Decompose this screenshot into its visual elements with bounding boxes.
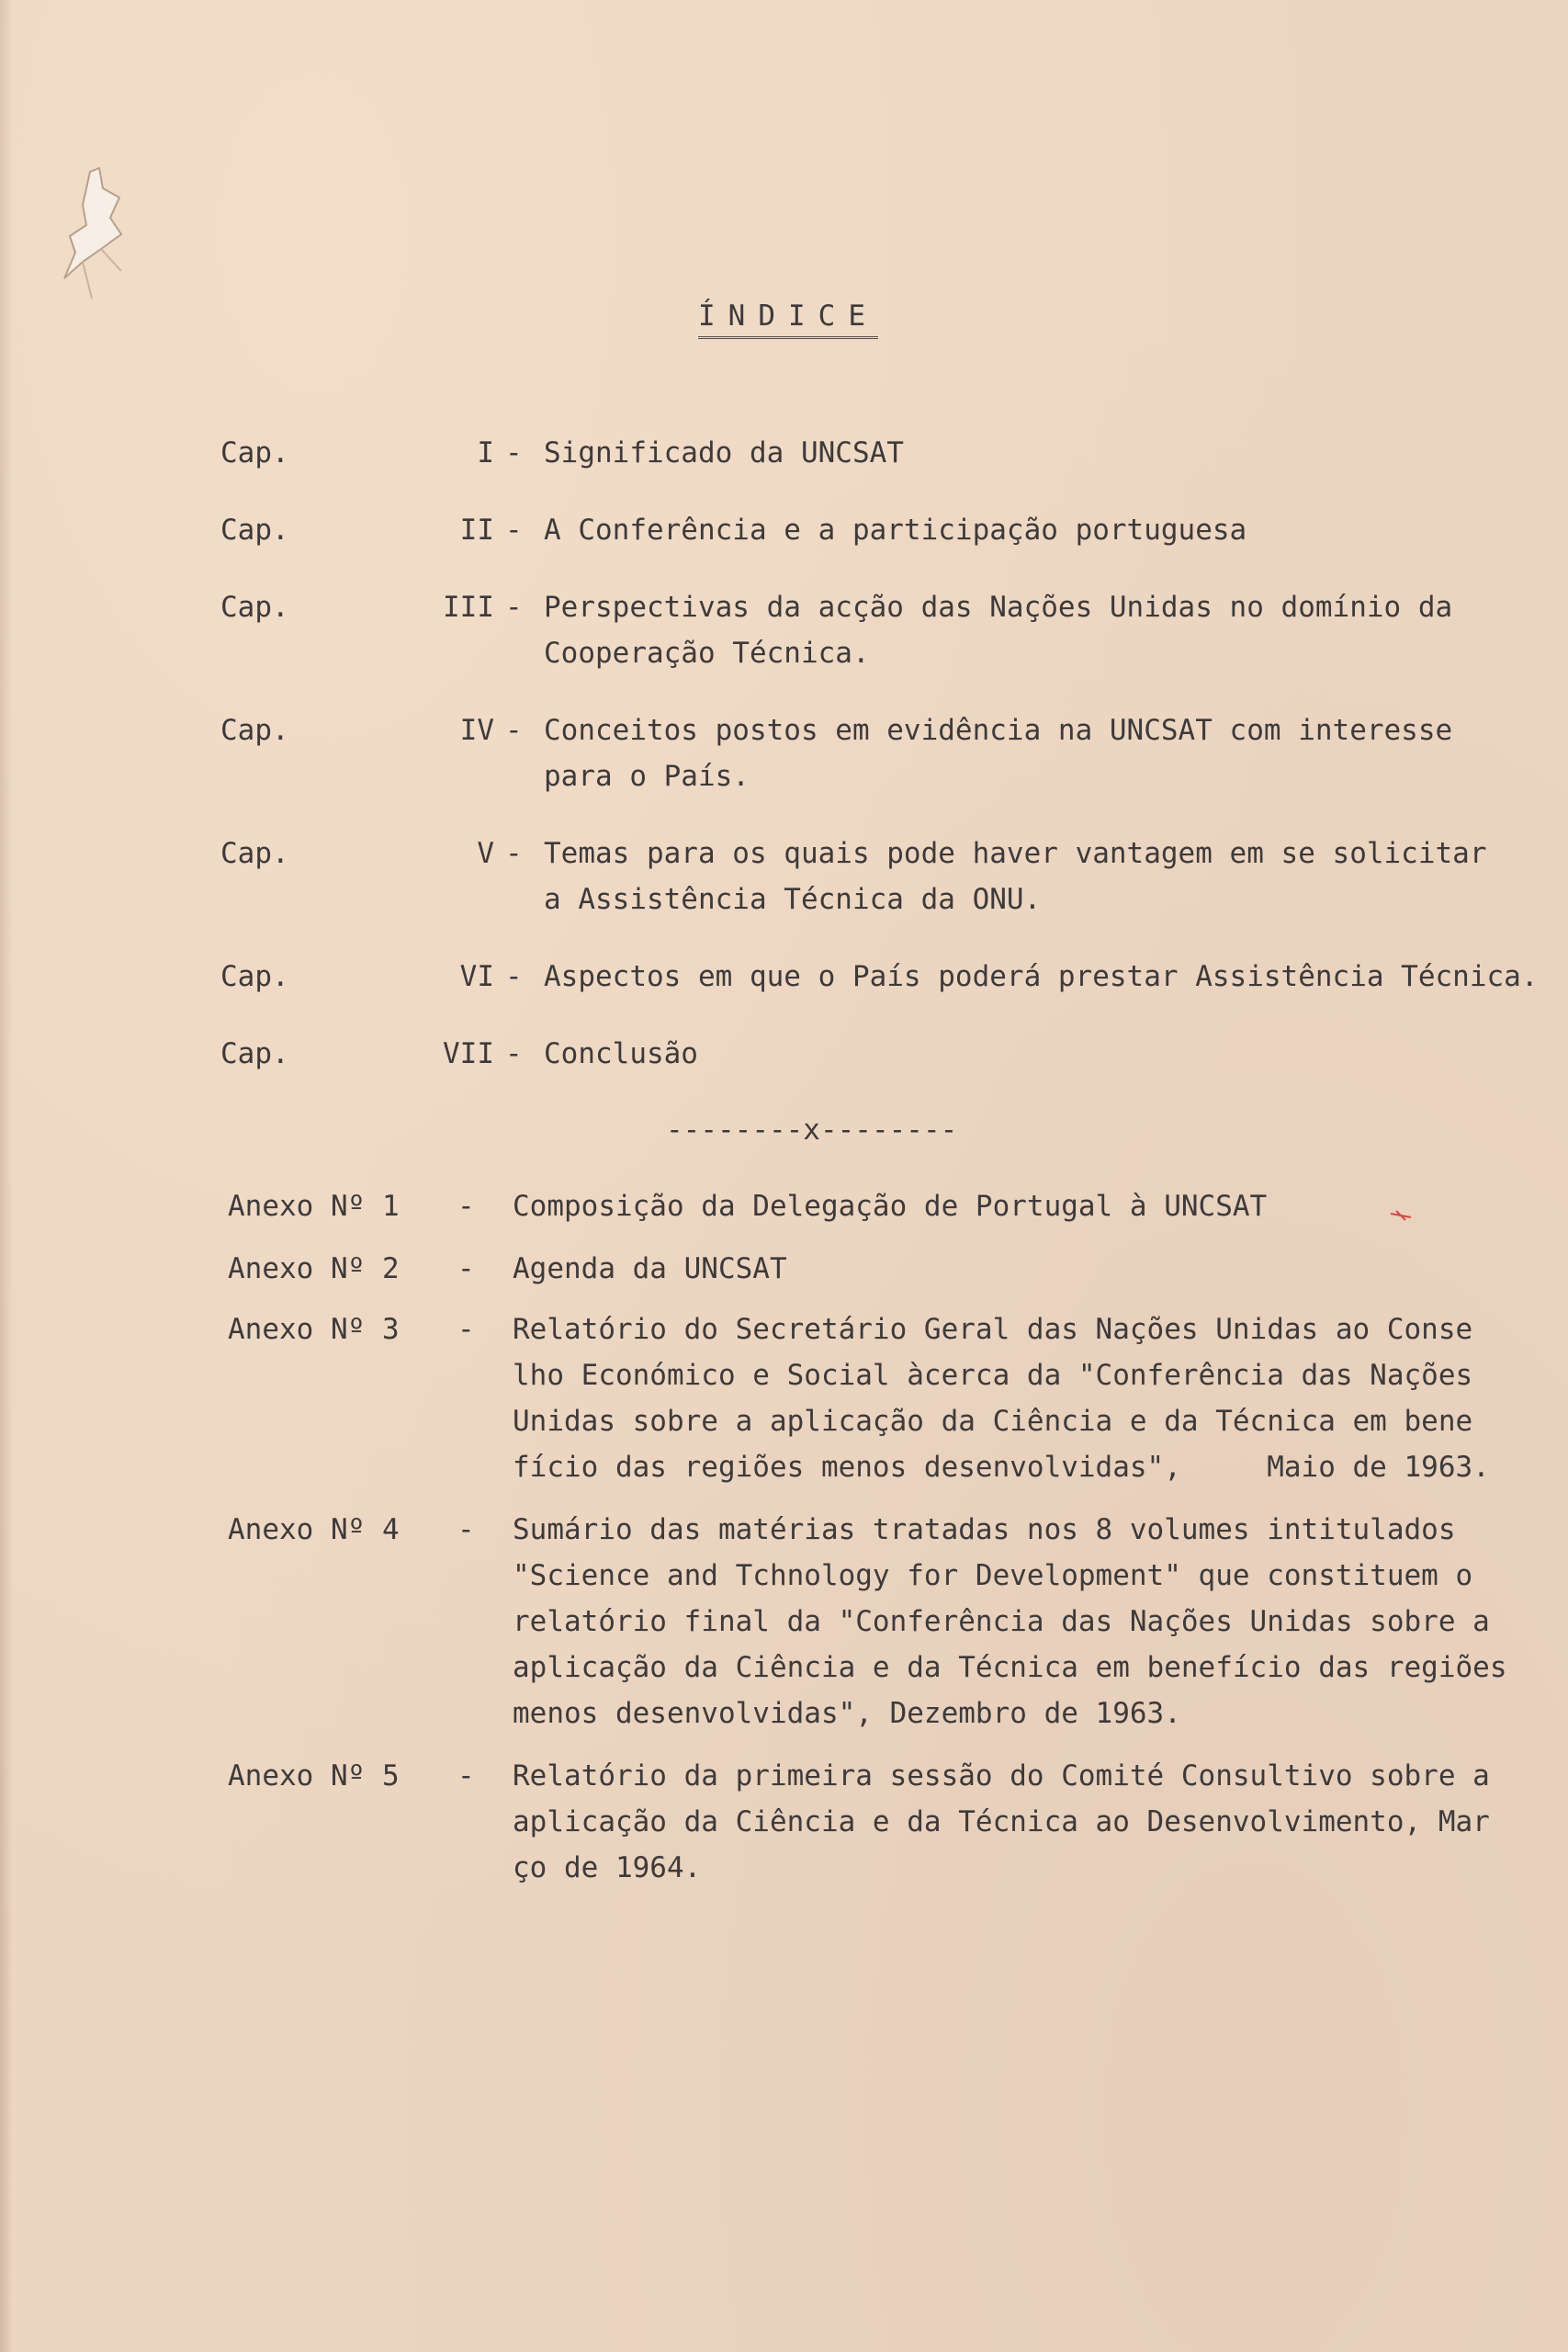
chapter-row xyxy=(220,707,1452,799)
annex-title-line: Agenda da UNCSAT xyxy=(513,1252,787,1285)
chapter-row xyxy=(220,954,1539,1000)
annex-label: Anexo Nº 5 xyxy=(228,1759,400,1792)
chapter-number: I xyxy=(477,436,494,469)
annex-dash: - xyxy=(457,1513,475,1546)
annex-title-line: fício das regiões menos desenvolvidas", Maio de 1963. xyxy=(513,1451,1490,1484)
chapter-title-line: Aspectos em que o País poderá prestar Assistência Técnica. xyxy=(544,960,1539,993)
chapter-label: Cap. xyxy=(220,514,289,547)
chapter-title-line: Temas para os quais pode haver vantagem em se solicitar xyxy=(544,837,1487,870)
chapter-title-line: para o País. xyxy=(544,760,750,793)
chapter-row xyxy=(220,584,1452,676)
chapter-label: Cap. xyxy=(220,837,289,870)
chapter-title-line: Cooperação Técnica. xyxy=(544,637,870,670)
annex-label: Anexo Nº 3 xyxy=(228,1313,400,1346)
red-pencil-mark xyxy=(1389,1209,1413,1222)
annex-row xyxy=(228,1246,787,1292)
annex-title-line: Relatório do Secretário Geral das Nações Unidas ao Conse xyxy=(513,1313,1473,1346)
section-separator: --------x-------- xyxy=(666,1114,958,1147)
chapter-number: VII xyxy=(443,1037,494,1070)
annex-title-line: "Science and Tchnology for Development" que constituem o xyxy=(513,1559,1473,1592)
chapter-title-line: Conclusão xyxy=(544,1037,698,1070)
chapter-number: III xyxy=(443,591,494,624)
torn-corner-mark xyxy=(55,161,165,308)
annex-dash: - xyxy=(457,1190,475,1223)
annex-title-line: lho Económico e Social àcerca da "Conferência das Nações xyxy=(513,1359,1473,1392)
annex-title-line: relatório final da "Conferência das Nações Unidas sobre a xyxy=(513,1605,1490,1638)
chapter-title-line: Perspectivas da acção das Nações Unidas no domínio da xyxy=(544,591,1453,624)
chapter-title-line: a Assistência Técnica da ONU. xyxy=(544,883,1042,916)
annex-row xyxy=(228,1306,1490,1490)
annex-title-line: aplicação da Ciência e da Técnica ao Desenvolvimento, Mar xyxy=(513,1805,1490,1838)
annex-row xyxy=(228,1753,1490,1891)
chapter-number: VI xyxy=(459,960,494,993)
chapter-dash: - xyxy=(505,591,523,624)
chapter-title-line: Conceitos postos em evidência na UNCSAT com interesse xyxy=(544,714,1453,747)
chapter-dash: - xyxy=(505,514,523,547)
chapter-label: Cap. xyxy=(220,714,289,747)
annex-dash: - xyxy=(457,1759,475,1792)
annex-title-line: Unidas sobre a aplicação da Ciência e da Técnica em bene xyxy=(513,1405,1473,1438)
chapter-row xyxy=(220,831,1487,922)
chapter-number: II xyxy=(459,514,494,547)
chapter-dash: - xyxy=(505,1037,523,1070)
annex-label: Anexo Nº 2 xyxy=(228,1252,400,1285)
annex-title-line: ço de 1964. xyxy=(513,1851,702,1884)
chapter-label: Cap. xyxy=(220,436,289,469)
annex-label: Anexo Nº 1 xyxy=(228,1190,400,1223)
annex-dash: - xyxy=(457,1252,475,1285)
annex-title-line: aplicação da Ciência e da Técnica em benefício das regiões xyxy=(513,1651,1507,1684)
annex-row xyxy=(228,1507,1507,1736)
chapter-label: Cap. xyxy=(220,591,289,624)
annex-title-line: Sumário das matérias tratadas nos 8 volumes intitulados xyxy=(513,1513,1456,1546)
chapter-dash: - xyxy=(505,837,523,870)
chapter-title-line: A Conferência e a participação portuguesa xyxy=(544,514,1247,547)
chapter-row xyxy=(220,1031,698,1077)
chapter-row xyxy=(220,430,904,476)
chapter-row xyxy=(220,507,1247,553)
chapter-dash: - xyxy=(505,714,523,747)
annex-title-line: Composição da Delegação de Portugal à UNCSAT xyxy=(513,1190,1268,1223)
chapter-label: Cap. xyxy=(220,1037,289,1070)
chapter-dash: - xyxy=(505,436,523,469)
annex-title-line: Relatório da primeira sessão do Comité Consultivo sobre a xyxy=(513,1759,1490,1792)
chapter-number: IV xyxy=(459,714,494,747)
chapter-dash: - xyxy=(505,960,523,993)
chapter-title-line: Significado da UNCSAT xyxy=(544,436,904,469)
annex-label: Anexo Nº 4 xyxy=(228,1513,400,1546)
page-title: ÍNDICE xyxy=(698,300,878,339)
annex-row xyxy=(228,1183,1267,1229)
annex-title-line: menos desenvolvidas", Dezembro de 1963. xyxy=(513,1697,1181,1730)
annex-dash: - xyxy=(457,1313,475,1346)
chapter-label: Cap. xyxy=(220,960,289,993)
chapter-number: V xyxy=(477,837,494,870)
